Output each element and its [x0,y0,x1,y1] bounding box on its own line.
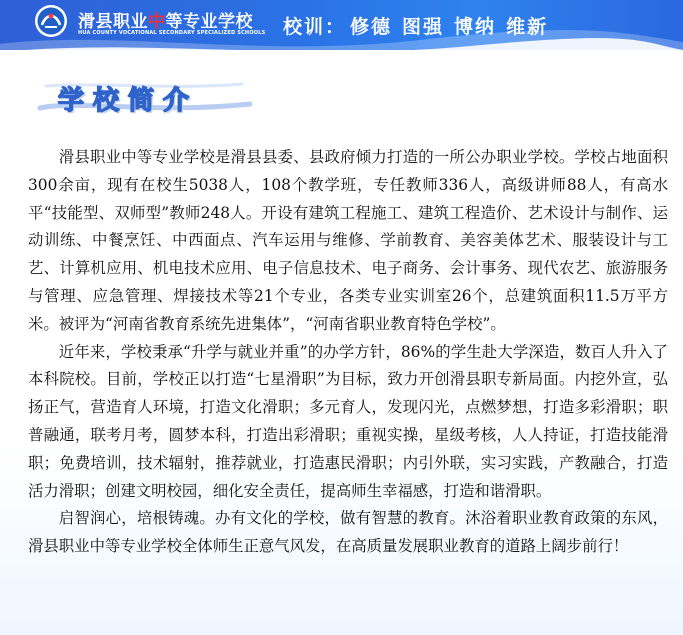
paragraph-2: 近年来，学校秉承“升学与就业并重”的办学方针，86%的学生赴大学深造，数百人升入了本科院校。目前，学校正以打造“七星滑职”为目标，致力开创滑县职专新局面。内挖外宣，弘扬正气，营造育人环境，打造文化滑职；多元育人，发现闪光，点燃梦想，打造多彩滑职；职普融通，联考月考，圆梦本科，打造出彩滑职；重视实操，星级考核，人人持证，打造技能滑职；免费培训，技术辐射，推荐就业，打造惠民滑职；内引外联，实习实践，产教融合，打造活力滑职；创建文明校园，细化安全责任，提高师生幸福感，打造和谐滑职。 [28,342,668,500]
section-title: 学校简介 [58,86,199,116]
motto-label: 校训： [283,16,347,38]
school-name-part1: 滑县职业 [78,12,148,32]
school-logo-icon [34,4,68,38]
school-name-part2: 中 [148,12,166,32]
school-name-part3: 等专业学校 [165,12,253,32]
paragraph-1: 滑县职业中等专业学校是滑县县委、县政府倾力打造的一所公办职业学校。学校占地面积300余亩，现有在校生5038人，108个教学班，专任教师336人，高级讲师88人，有高水平“技能型、双师型”教师248人。开设有建筑工程施工、建筑工程造价、艺术设计与制作、运动训练、中餐烹饪、中西面点、汽车运用与维修、学前教育、美容美体艺术、服装设计与工艺、计算机应用、机电技术应用、电子信息技术、电子商务、会计事务、现代农艺、旅游服务与管理、应急管理、焊接技术等21个专业，各类专业实训室26个，总建筑面积11.5万平方米。被评为“河南省教育系统先进集体”，“河南省职业教育特色学校”。 [28,148,668,333]
paragraph-3: 启智润心，培根铸魂。办有文化的学校，做有智慧的教育。沐浴着职业教育政策的东风，滑县职业中等专业学校全体师生正意气风发，在高质量发展职业教育的道路上阔步前行！ [28,509,668,556]
school-name-english: HUA COUNTY VOCATIONAL SECONDARY SPECIALIZED SCHOOLS [78,30,266,36]
section-title-block [36,78,256,116]
motto-item-3: 博纳 [454,16,497,38]
motto-item-2: 图强 [402,16,445,38]
introduction-body [28,144,668,561]
motto-item-1: 修德 [350,16,393,38]
header-banner [0,0,683,50]
school-name [78,7,253,32]
school-motto [283,12,558,39]
motto-item-4: 维新 [506,16,549,38]
